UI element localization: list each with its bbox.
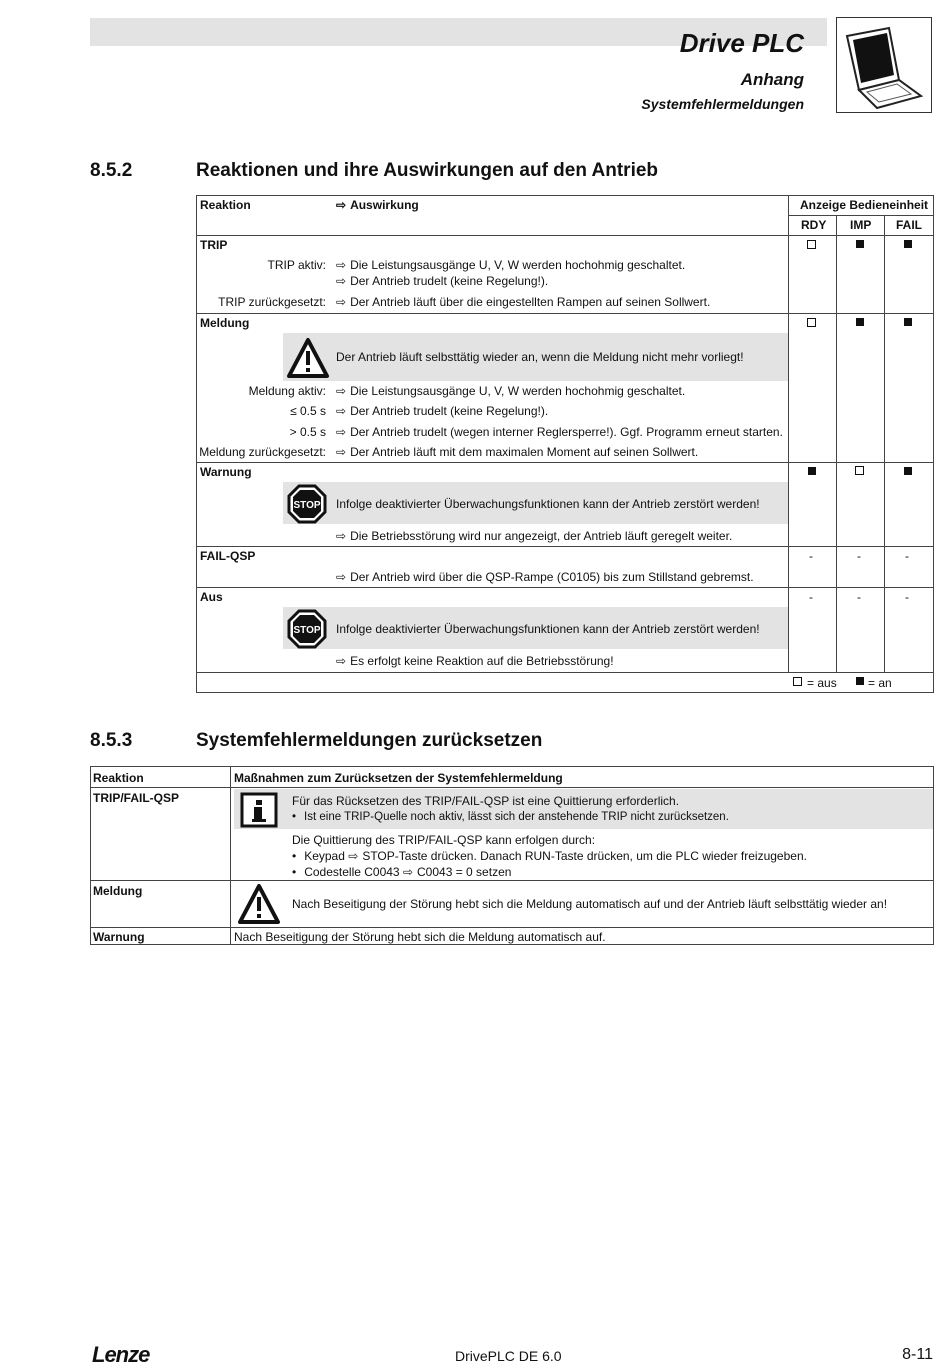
arrow-icon: ⇨ xyxy=(348,849,359,863)
footer-doc-id: DrivePLC DE 6.0 xyxy=(455,1348,562,1364)
laptop-logo xyxy=(836,17,932,113)
svg-text:STOP: STOP xyxy=(293,500,321,511)
stop-sign-icon xyxy=(287,609,327,649)
legend-on-indicator xyxy=(856,677,864,685)
arrow-icon: ⇨ xyxy=(336,529,347,543)
document-title: Drive PLC xyxy=(679,28,804,58)
col-header-auswirkung: ⇨ Auswirkung xyxy=(336,198,419,212)
led-none: - xyxy=(809,549,813,563)
arrow-icon: ⇨ xyxy=(336,404,347,418)
section-number: 8.5.3 xyxy=(90,730,133,751)
section-number: 8.5.2 xyxy=(90,160,133,181)
meldung-effect-4: ⇨ Der Antrieb läuft mit dem maximalen Moment auf seinen Sollwert. xyxy=(336,445,699,459)
col-header-rdy: RDY xyxy=(801,218,827,232)
led-none: - xyxy=(857,549,861,563)
arrow-icon: ⇨ xyxy=(336,445,347,459)
tripfail-bullet-2: • Codestelle C0043 ⇨ C0043 = 0 setzen xyxy=(292,865,512,879)
arrow-icon: ⇨ xyxy=(402,865,414,879)
arrow-icon: ⇨ xyxy=(336,570,347,584)
row-label-meldung: Meldung xyxy=(200,316,250,330)
row-label-aus: Aus xyxy=(200,590,223,604)
meldung-time-long: > 0.5 s xyxy=(289,425,326,439)
arrow-icon: ⇨ xyxy=(336,295,347,309)
laptop-icon xyxy=(837,18,931,112)
chapter-title: Anhang xyxy=(740,70,804,89)
meldung-reset-text: Nach Beseitigung der Störung hebt sich die Meldung automatisch auf und der Antrieb läuft selbsttätig wieder an! xyxy=(292,897,888,911)
brand-logo: Lenze xyxy=(92,1342,150,1367)
led-on-indicator xyxy=(904,467,912,475)
row-label-meldung: Meldung xyxy=(93,884,143,898)
tripfail-info-2: • Ist eine TRIP-Quelle noch aktiv, lässt sich der anstehende TRIP nicht zurücksetzen. xyxy=(292,811,729,823)
row-label-warnung: Warnung xyxy=(200,465,252,479)
arrow-icon: ⇨ xyxy=(336,274,347,288)
trip-active-label: TRIP aktiv: xyxy=(267,258,326,272)
meldung-active-label: Meldung aktiv: xyxy=(248,384,326,398)
meldung-effect-1: ⇨ Die Leistungsausgänge U, V, W werden hochohmig geschaltet. xyxy=(336,384,686,398)
aus-stop-text: Infolge deaktivierter Überwachungsfunktionen kann der Antrieb zerstört werden! xyxy=(336,622,760,636)
warning-triangle-icon xyxy=(286,337,330,379)
led-off-indicator xyxy=(807,240,816,249)
legend-off-label: = aus xyxy=(807,676,837,690)
led-none: - xyxy=(857,590,861,604)
legend-off-indicator xyxy=(793,677,802,686)
arrow-icon: ⇨ xyxy=(336,654,347,668)
meldung-effect-2: ⇨ Der Antrieb trudelt (keine Regelung!). xyxy=(336,404,549,418)
arrow-icon: ⇨ xyxy=(336,198,347,212)
row-label-tripfail: TRIP/FAIL-QSP xyxy=(93,791,180,805)
row-label-failqsp: FAIL-QSP xyxy=(200,549,256,563)
led-on-indicator xyxy=(904,240,912,248)
arrow-icon: ⇨ xyxy=(336,384,347,398)
col-header-reaktion: Reaktion xyxy=(93,771,144,785)
led-on-indicator xyxy=(808,467,816,475)
meldung-effect-3: ⇨ Der Antrieb trudelt (wegen interner Reglersperre!). Ggf. Programm erneut starten. xyxy=(336,425,783,439)
warnung-stop-text: Infolge deaktivierter Überwachungsfunktionen kann der Antrieb zerstört werden! xyxy=(336,497,760,511)
trip-effect-1: ⇨ Die Leistungsausgänge U, V, W werden hochohmig geschaltet. xyxy=(336,258,686,272)
page-number: 8-11 xyxy=(902,1346,933,1363)
led-off-indicator xyxy=(807,318,816,327)
stop-sign-icon xyxy=(287,484,327,524)
col-header-reaktion: Reaktion xyxy=(200,198,251,212)
failqsp-effect-1: ⇨ Der Antrieb wird über die QSP-Rampe (C0105) bis zum Stillstand gebremst. xyxy=(336,570,754,584)
col-header-massnahmen: Maßnahmen zum Zurücksetzen der Systemfehlermeldung xyxy=(234,771,563,785)
arrow-icon: ⇨ xyxy=(336,258,347,272)
led-on-indicator xyxy=(856,240,864,248)
section-title: Systemfehlermeldungen zurücksetzen xyxy=(196,730,543,751)
led-none: - xyxy=(905,549,909,563)
warnung-effect-1: ⇨ Die Betriebsstörung wird nur angezeigt, der Antrieb läuft geregelt weiter. xyxy=(336,529,733,543)
tripfail-info-1: Für das Rücksetzen des TRIP/FAIL-QSP ist eine Quittierung erforderlich. xyxy=(292,794,680,808)
col-header-imp: IMP xyxy=(850,218,872,232)
svg-text:STOP: STOP xyxy=(293,625,321,636)
trip-effect-3: ⇨ Der Antrieb läuft über die eingestellten Rampen auf seinen Sollwert. xyxy=(336,295,711,309)
led-off-indicator xyxy=(855,466,864,475)
warning-triangle-icon xyxy=(237,883,281,925)
section-title: Reaktionen und ihre Auswirkungen auf den Antrieb xyxy=(196,160,659,181)
row-label-warnung: Warnung xyxy=(93,930,145,944)
tripfail-bullet-1: • Keypad ⇨ STOP-Taste drücken. Danach RUN-Taste drücken, um die PLC wieder freizugeben. xyxy=(292,849,807,863)
trip-reset-label: TRIP zurückgesetzt: xyxy=(218,295,326,309)
row-label-trip: TRIP xyxy=(200,238,228,252)
meldung-time-short: ≤ 0.5 s xyxy=(290,404,326,418)
warnung-reset-text: Nach Beseitigung der Störung hebt sich die Meldung automatisch auf. xyxy=(234,930,606,944)
col-header-anzeige: Anzeige Bedieneinheit xyxy=(800,198,929,212)
meldung-reset-label: Meldung zurückgesetzt: xyxy=(199,445,326,459)
led-none: - xyxy=(809,590,813,604)
trip-effect-2: ⇨ Der Antrieb trudelt (keine Regelung!). xyxy=(336,274,549,288)
tripfail-text-1: Die Quittierung des TRIP/FAIL-QSP kann erfolgen durch: xyxy=(292,833,596,847)
aus-effect-1: ⇨ Es erfolgt keine Reaktion auf die Betriebsstörung! xyxy=(336,654,614,668)
col-header-fail: FAIL xyxy=(896,218,922,232)
arrow-icon: ⇨ xyxy=(336,425,347,439)
led-on-indicator xyxy=(904,318,912,326)
meldung-warning-text: Der Antrieb läuft selbsttätig wieder an, wenn die Meldung nicht mehr vorliegt! xyxy=(336,350,744,364)
section-subtitle: Systemfehlermeldungen xyxy=(641,96,804,112)
info-icon xyxy=(240,792,278,828)
led-on-indicator xyxy=(856,318,864,326)
legend-on-label: = an xyxy=(868,676,892,690)
led-none: - xyxy=(905,590,909,604)
